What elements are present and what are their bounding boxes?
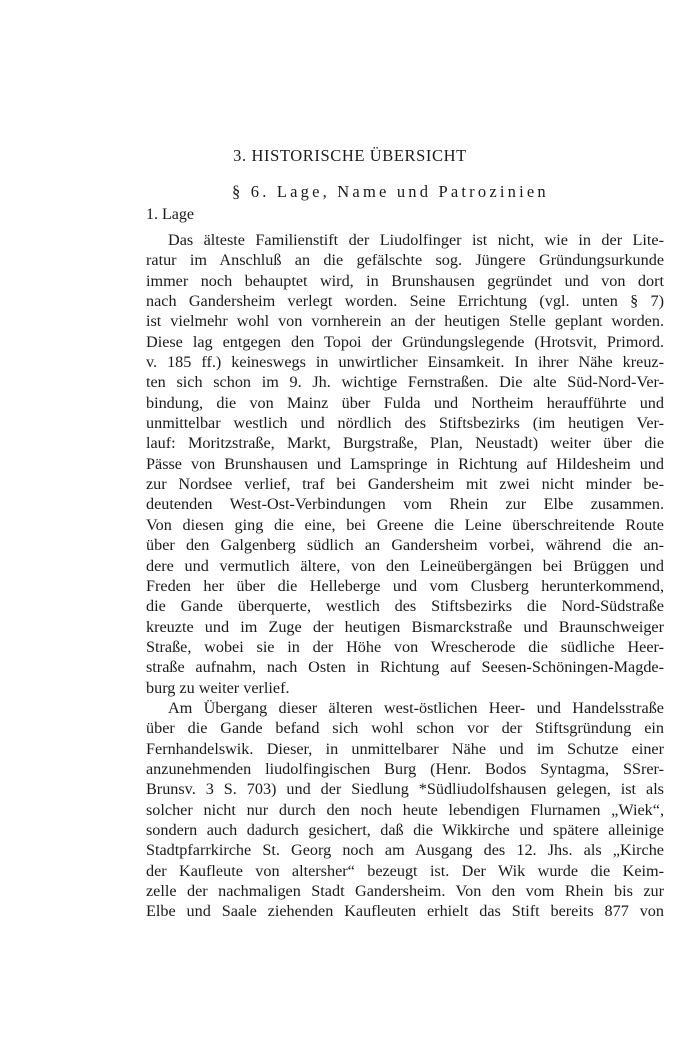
text-line: solcher nicht nur durch den noch heute lebendigen Flurnamen „Wiek“,: [146, 800, 664, 819]
text-line: der Kaufleute von altersher“ bezeugt ist. Der Wik wurde die Keim-: [146, 861, 664, 880]
text-line: immer noch behauptet wird, in Brunshausen gegründet und von dort: [146, 271, 664, 290]
text-line: Straße, wobei sie in der Höhe von Wrescherode die südliche Heer-: [146, 637, 664, 656]
text-line: Elbe und Saale ziehenden Kaufleuten erhielt das Stift bereits 877 von: [146, 902, 664, 921]
text-line: Freden her über die Helleberge und vom Clusberg herunterkommend,: [146, 576, 664, 595]
text-line: Diese lag entgegen den Topoi der Gründungslegende (Hrotsvit, Primord.: [146, 332, 664, 351]
text-line: über die Gande befand sich wohl schon vor der Stiftsgründung ein: [146, 719, 664, 738]
body-text: [146, 230, 664, 922]
subsection-title: 1. Lage: [146, 206, 194, 223]
text-line: Stadtpfarrkirche St. Georg noch am Ausgang des 12. Jhs. als „Kirche: [146, 841, 664, 860]
text-line: bindung, die von Mainz über Fulda und Northeim heraufführte und: [146, 393, 664, 412]
text-line: unmittelbar westlich und nördlich des Stiftsbezirks (im heutigen Ver-: [146, 414, 664, 433]
text-line: ratur im Anschluß an die gefälschte sog. Jüngere Gründungsurkunde: [146, 251, 664, 270]
text-line: lauf: Moritzstraße, Markt, Burgstraße, Plan, Neustadt) weiter über die: [146, 434, 664, 453]
text-line: Brunsv. 3 S. 703) und der Siedlung *Südliudolfshausen gelegen, ist als: [146, 780, 664, 799]
text-line: dere und vermutlich ältere, von den Leineübergängen bei Brüggen und: [146, 556, 664, 575]
text-line: v. 185 ff.) keineswegs in unwirtlicher Einsamkeit. In ihrer Nähe kreuz-: [146, 353, 664, 372]
text-line: anzunehmenden liudolfingischen Burg (Henr. Bodos Syntagma, SSrer-: [146, 759, 664, 778]
text-line: burg zu weiter verlief.: [146, 678, 290, 697]
paragraph-1: [146, 230, 664, 698]
text-line: Am Übergang dieser älteren west-östlichen Heer- und Handelsstraße: [168, 698, 664, 717]
text-line: ten sich schon im 9. Jh. wichtige Fernstraßen. Die alte Süd-Nord-Ver-: [146, 373, 664, 392]
text-line: Von diesen ging die eine, bei Greene die Leine überschreitende Route: [146, 515, 664, 534]
text-line: deutenden West-Ost-Verbindungen vom Rhein zur Elbe zusammen.: [146, 495, 664, 514]
text-line: sondern auch dadurch gesichert, daß die Wikkirche und spätere alleinige: [146, 820, 664, 839]
text-line: Das älteste Familienstift der Liudolfinger ist nicht, wie in der Lite-: [168, 231, 664, 249]
text-line: die Gande überquerte, westlich des Stiftsbezirks die Nord-Südstraße: [146, 597, 664, 616]
chapter-title: 3. HISTORISCHE ÜBERSICHT: [233, 146, 467, 165]
text-line: kreuzte und im Zuge der heutigen Bismarckstraße und Braunschweiger: [146, 617, 664, 636]
text-line: zelle der nachmaligen Stadt Gandersheim. Von den vom Rhein bis zur: [146, 882, 664, 900]
text-line: Fernhandelswik. Dieser, in unmittelbarer Nähe und im Schutze einer: [146, 739, 664, 758]
text-line: straße aufnahm, nach Osten in Richtung auf Seesen-Schöningen-Magde-: [146, 658, 664, 677]
text-line: Pässe von Brunshausen und Lamspringe in Richtung auf Hildesheim und: [146, 454, 664, 473]
text-line: zur Nordsee verlief, traf bei Gandersheim mit zwei nicht minder be-: [146, 475, 664, 494]
paragraph-2: [146, 698, 664, 922]
text-line: ist vielmehr wohl von vornherein an der heutigen Stelle geplant worden.: [146, 312, 664, 331]
text-line: über den Galgenberg südlich an Gandersheim vorbei, während die an-: [146, 536, 664, 555]
section-title: § 6. Lage, Name und Patrozinien: [232, 182, 549, 201]
text-line: nach Gandersheim verlegt worden. Seine Errichtung (vgl. unten § 7): [146, 292, 664, 311]
